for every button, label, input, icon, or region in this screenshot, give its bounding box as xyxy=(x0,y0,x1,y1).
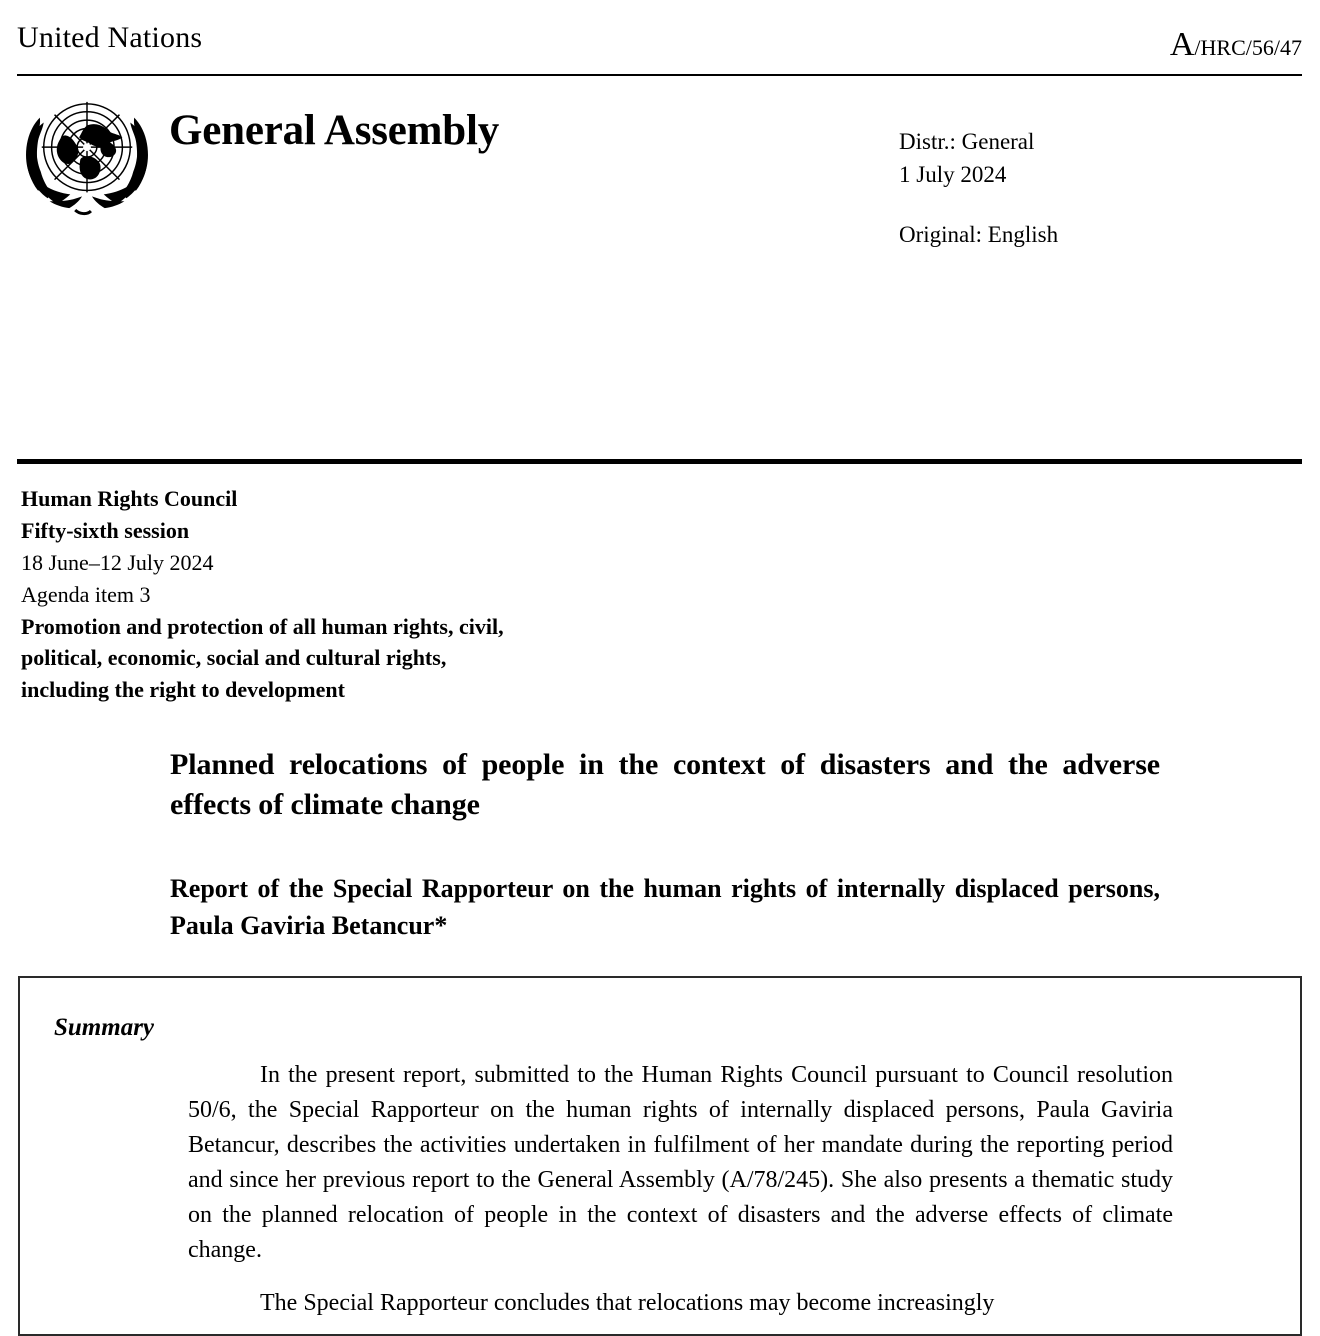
page-title: Planned relocations of people in the context of disasters and the adverse effects of climate change xyxy=(170,748,1160,821)
document-symbol-prefix: A xyxy=(1169,26,1195,63)
masthead-top-row xyxy=(17,22,1302,62)
document-symbol xyxy=(1170,22,1302,62)
spacer xyxy=(899,191,1302,219)
agenda-title-line-1: Promotion and protection of all human rights, civil, xyxy=(21,613,504,639)
session-block xyxy=(21,483,1021,706)
summary-box xyxy=(18,976,1302,1336)
masthead-body-row xyxy=(17,90,1302,252)
un-emblem xyxy=(17,90,169,216)
session-number: Fifty-sixth session xyxy=(21,517,190,543)
council-name: Human Rights Council xyxy=(21,486,238,511)
document-date: 1 July 2024 xyxy=(899,161,1007,187)
original-language: Original: English xyxy=(899,222,1059,248)
summary-paragraph-2: The Special Rapporteur concludes that relocations may become increasingly xyxy=(260,1290,995,1317)
masthead-thin-rule xyxy=(17,74,1302,76)
agenda-item: Agenda item 3 xyxy=(21,581,151,607)
un-body-title: General Assembly xyxy=(169,107,500,154)
distribution-line: Distr.: General xyxy=(899,129,1035,154)
agenda-title-line-2: political, economic, social and cultural rights, xyxy=(21,645,447,671)
summary-body xyxy=(188,1058,1173,1321)
distribution-block xyxy=(899,90,1302,252)
organization-name: United Nations xyxy=(17,21,203,54)
session-dates: 18 June–12 July 2024 xyxy=(21,549,214,575)
agenda-title-line-3: including the right to development xyxy=(21,677,345,703)
summary-label: Summary xyxy=(54,1014,155,1041)
document-symbol-rest: /HRC/56/47 xyxy=(1194,35,1302,60)
masthead-thick-rule xyxy=(17,459,1302,464)
page-subtitle: Report of the Special Rapporteur on the human rights of internally displaced persons, Paula Gaviria Betancur* xyxy=(170,874,1160,940)
summary-paragraph-1: In the present report, submitted to the Human Rights Council pursuant to Council resolution 50/6, the Special Rapporteur on the human rights of internally displaced persons, Paula Gaviria Betancur, describes the activities undertaken in fulfilment of her mandate during the reporting period and since her previous report to the General Assembly (A/78/245). She also presents a thematic study on the planned relocation of people in the context of disasters and the adverse effects of climate change. xyxy=(188,1062,1173,1264)
